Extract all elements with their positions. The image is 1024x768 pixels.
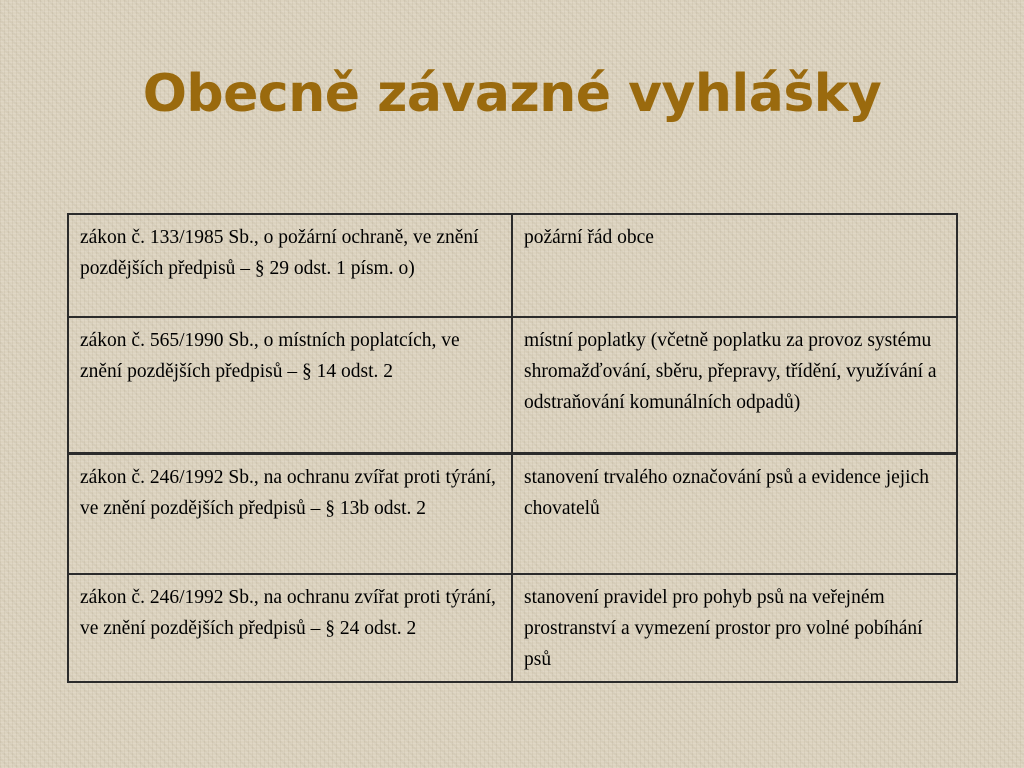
ordinance-subject-cell: stanovení pravidel pro pohyb psů na veřejném prostranství a vymezení prostor pro volné pobíhání psů (512, 574, 957, 682)
law-reference-cell: zákon č. 246/1992 Sb., na ochranu zvířat proti týrání, ve znění pozdějších předpisů – § 13b odst. 2 (68, 454, 512, 575)
ordinance-subject-cell: stanovení trvalého označování psů a evidence jejich chovatelů (512, 454, 957, 575)
ordinance-subject-cell: místní poplatky (včetně poplatku za provoz systému shromažďování, sběru, přepravy, třídění, využívání a odstraňování komunálních odpadů) (512, 317, 957, 454)
table-row (68, 574, 957, 682)
table-row (68, 214, 957, 317)
law-reference-cell: zákon č. 246/1992 Sb., na ochranu zvířat proti týrání, ve znění pozdějších předpisů – § 24 odst. 2 (68, 574, 512, 682)
table-row (68, 317, 957, 454)
ordinance-subject-cell: požární řád obce (512, 214, 957, 317)
law-reference-cell: zákon č. 133/1985 Sb., o požární ochraně, ve znění pozdějších předpisů – § 29 odst. 1 písm. o) (68, 214, 512, 317)
slide-title: Obecně závazné vyhlášky (142, 64, 882, 124)
ordinance-table (67, 213, 958, 683)
table-row (68, 454, 957, 575)
law-reference-cell: zákon č. 565/1990 Sb., o místních poplatcích, ve znění pozdějších předpisů – § 14 odst. 2 (68, 317, 512, 454)
